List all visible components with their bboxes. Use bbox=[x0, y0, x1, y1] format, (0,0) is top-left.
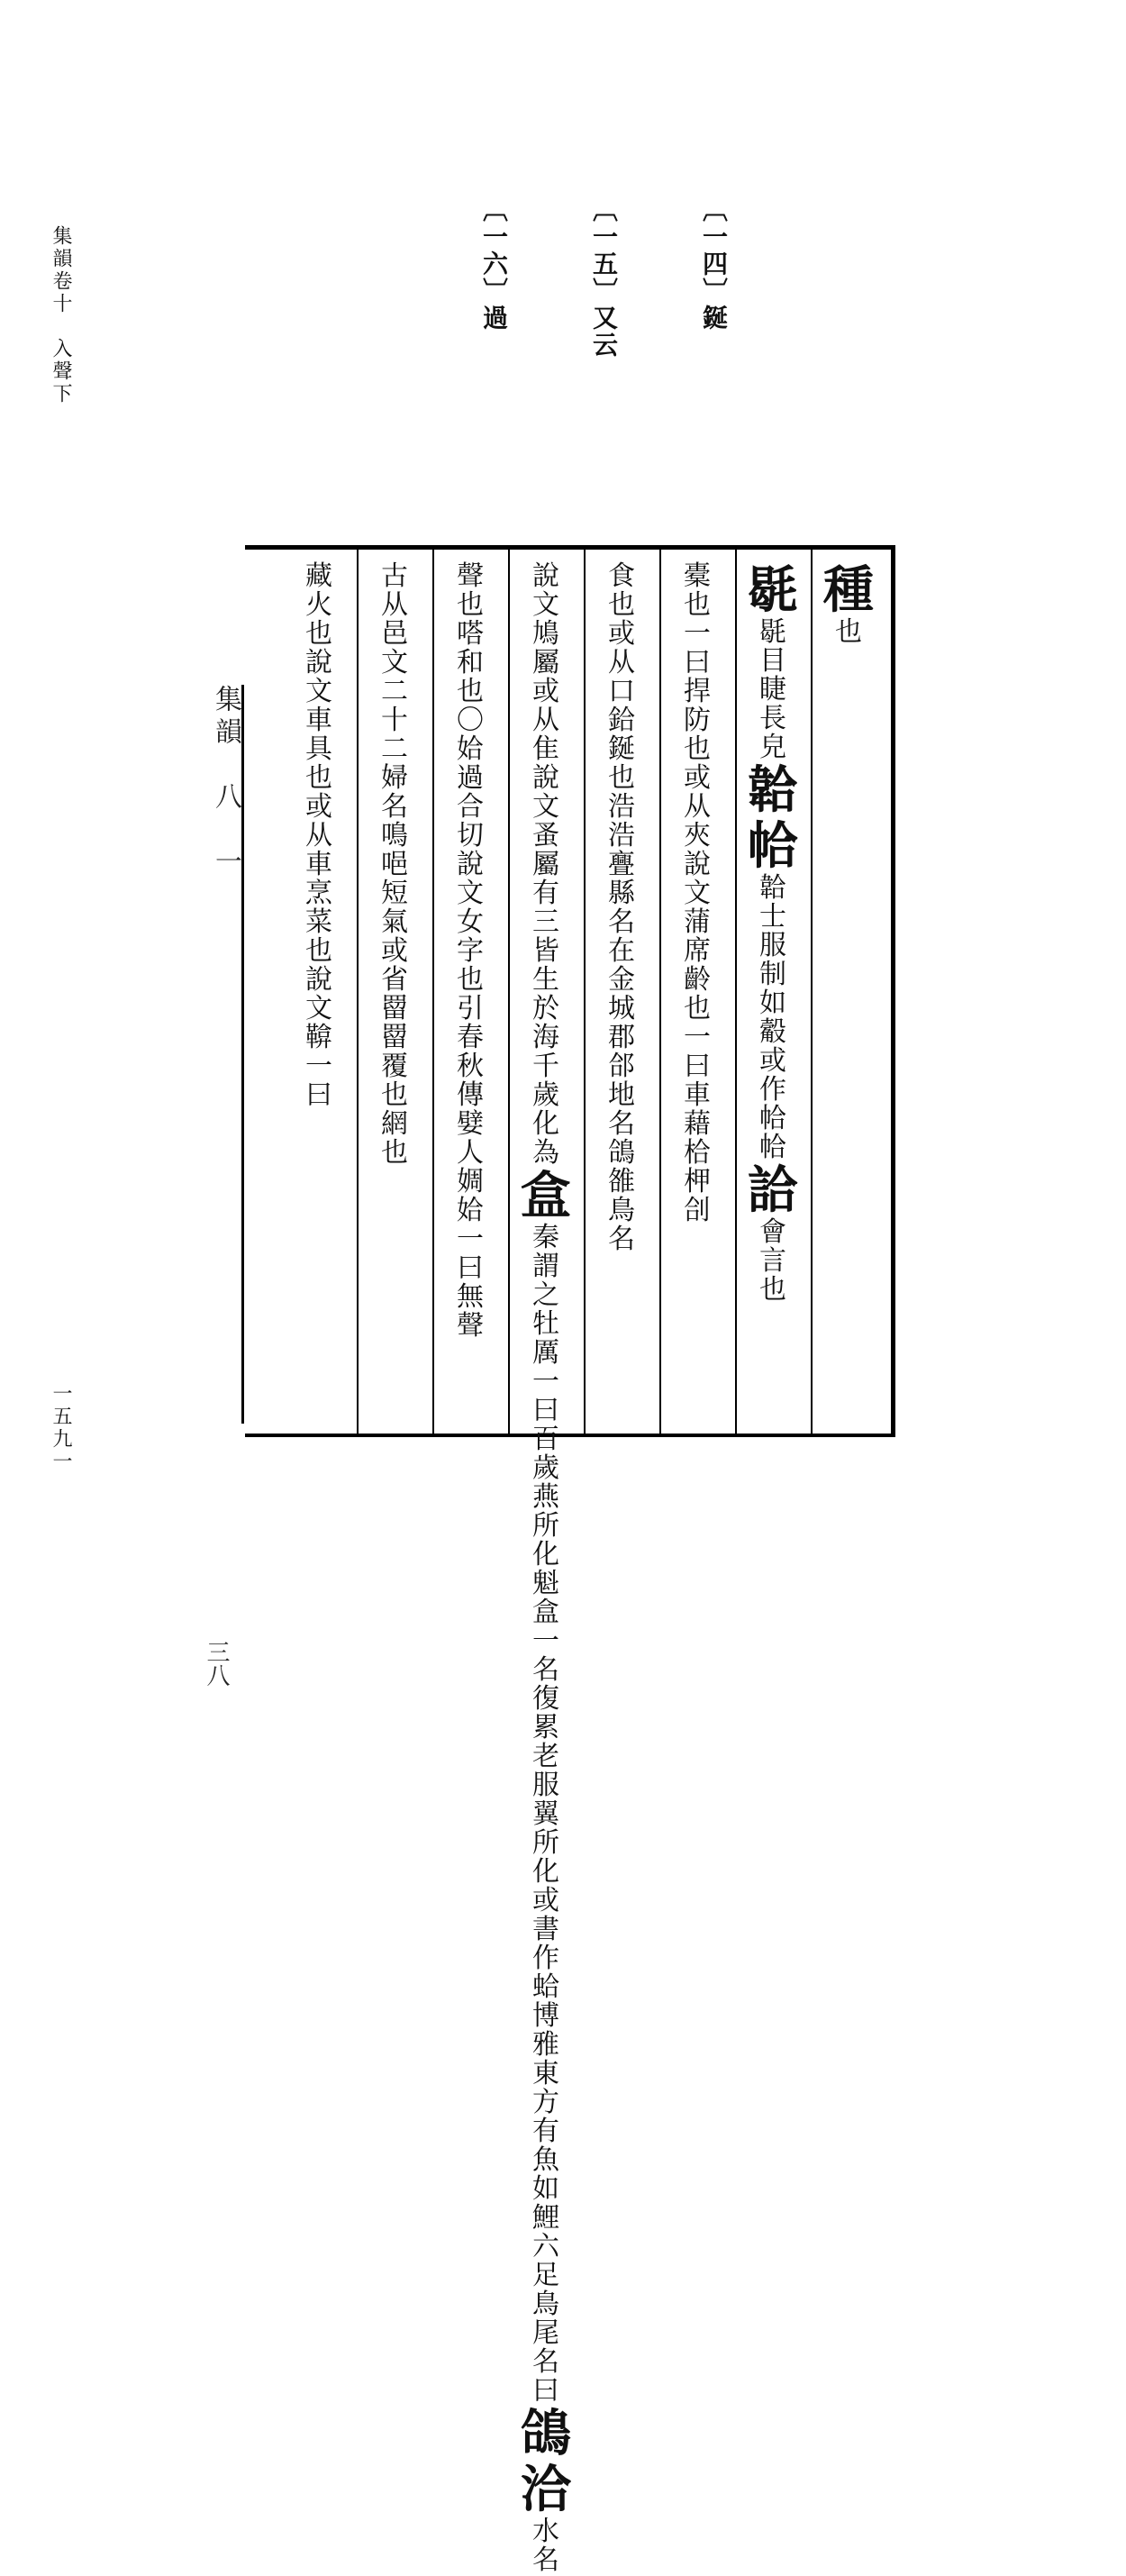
gloss-character: 毼 bbox=[759, 616, 786, 648]
gloss-character: 鳥 bbox=[608, 1195, 635, 1226]
gloss-character: 名 bbox=[532, 2544, 559, 2576]
gloss-character: 燕 bbox=[532, 1481, 559, 1513]
gloss-character: 車 bbox=[684, 1079, 711, 1111]
gloss-character: 从 bbox=[684, 791, 711, 823]
head-character: 韐 bbox=[748, 760, 798, 820]
gloss-character: 秋 bbox=[457, 1051, 484, 1082]
gloss-character: 也 bbox=[457, 964, 484, 996]
gloss-character: 聲 bbox=[457, 560, 484, 592]
head-character: 詥 bbox=[748, 1161, 798, 1220]
text-column bbox=[281, 562, 357, 1110]
gloss-character: 一 bbox=[457, 1224, 484, 1255]
block-edge-label: 集韻 八 一 bbox=[210, 685, 241, 879]
gloss-character: 一 bbox=[532, 1366, 559, 1397]
gloss-character: 化 bbox=[532, 1539, 559, 1570]
gloss-character: 足 bbox=[532, 2260, 559, 2291]
gloss-character: 有 bbox=[532, 2116, 559, 2147]
gloss-character: 會 bbox=[759, 1216, 786, 1248]
gloss-character: 車 bbox=[305, 849, 332, 880]
gloss-character: 作 bbox=[532, 1943, 559, 1974]
gloss-character: 生 bbox=[532, 964, 559, 996]
column-rule bbox=[432, 550, 434, 1434]
gloss-character: 藉 bbox=[684, 1108, 711, 1140]
gloss-character: 切 bbox=[457, 820, 484, 851]
gloss-character: 尾 bbox=[532, 2317, 559, 2349]
gloss-character: 也 bbox=[608, 762, 635, 794]
gloss-character: 方 bbox=[532, 2087, 559, 2118]
gloss-character: 魁 bbox=[532, 1568, 559, 1599]
page-number: 一五九一 bbox=[50, 1383, 72, 1473]
gloss-character: 說 bbox=[457, 849, 484, 880]
gloss-character: 也 bbox=[684, 993, 711, 1024]
gloss-character: 說 bbox=[684, 849, 711, 880]
gloss-character: 菜 bbox=[305, 906, 332, 938]
gloss-character: 網 bbox=[381, 1108, 408, 1140]
gloss-character: 春 bbox=[457, 1022, 484, 1053]
gloss-character: 和 bbox=[457, 647, 484, 678]
gloss-character: 制 bbox=[759, 959, 786, 990]
text-column bbox=[659, 562, 735, 1225]
gloss-character: 也 bbox=[835, 616, 862, 648]
head-character: 種 bbox=[823, 560, 874, 620]
gloss-character: 一 bbox=[305, 1051, 332, 1082]
gloss-character: 服 bbox=[759, 930, 786, 961]
note-16 bbox=[476, 196, 512, 332]
gloss-character: 一 bbox=[532, 1625, 559, 1657]
gloss-character: 文 bbox=[305, 993, 332, 1024]
gloss-character: 有 bbox=[532, 878, 559, 909]
gloss-character: 曰 bbox=[532, 2375, 559, 2407]
gloss-character: 名 bbox=[532, 1654, 559, 1686]
running-head: 集韻卷十 入聲下 bbox=[50, 225, 72, 405]
text-column bbox=[811, 562, 886, 647]
gloss-character: 文 bbox=[532, 791, 559, 823]
gloss-character: 也 bbox=[381, 1079, 408, 1111]
gloss-character: 六 bbox=[532, 2231, 559, 2262]
head-character: 盒 bbox=[521, 1166, 571, 1225]
gloss-character: 柙 bbox=[684, 1166, 711, 1197]
gloss-character: 雒 bbox=[608, 1166, 635, 1197]
gloss-character: 鳥 bbox=[532, 2289, 559, 2320]
gloss-character: 說 bbox=[305, 647, 332, 678]
gloss-character: 嗒 bbox=[457, 618, 484, 650]
gloss-character: 姶 bbox=[457, 733, 484, 765]
gloss-character: 也 bbox=[305, 618, 332, 650]
gloss-character: 蚤 bbox=[532, 820, 559, 851]
gloss-character: 也 bbox=[759, 1274, 786, 1306]
gloss-character: 水 bbox=[532, 2516, 559, 2547]
gloss-character: 覆 bbox=[381, 1051, 408, 1082]
gloss-character: 或 bbox=[305, 791, 332, 823]
gloss-character: 也 bbox=[381, 1137, 408, 1169]
gloss-character: 隹 bbox=[532, 733, 559, 765]
gloss-character: 書 bbox=[532, 1914, 559, 1945]
text-column bbox=[432, 562, 508, 1341]
gloss-character: 曰 bbox=[532, 1395, 559, 1426]
gloss-character: 捍 bbox=[684, 676, 711, 707]
gloss-character: 〇 bbox=[457, 705, 484, 736]
note-text: 又云 bbox=[589, 305, 619, 359]
gloss-character: 也 bbox=[457, 676, 484, 707]
gloss-character: 一 bbox=[684, 1022, 711, 1053]
gloss-character: 屬 bbox=[532, 849, 559, 880]
gloss-character: 名 bbox=[608, 906, 635, 938]
column-rule bbox=[735, 550, 737, 1434]
gloss-character: 士 bbox=[759, 901, 786, 933]
gloss-character: 曰 bbox=[457, 1252, 484, 1284]
note-text: 鋋 bbox=[699, 305, 729, 332]
gloss-character: 浩 bbox=[608, 820, 635, 851]
gloss-character: 鋋 bbox=[608, 733, 635, 765]
gloss-character: 厲 bbox=[532, 1337, 559, 1369]
gloss-character: 也 bbox=[684, 733, 711, 765]
gloss-character: 浩 bbox=[608, 791, 635, 823]
gloss-character: 名 bbox=[381, 791, 408, 823]
gloss-character: 城 bbox=[608, 993, 635, 1024]
gloss-character: 聲 bbox=[457, 1310, 484, 1342]
gloss-character: 金 bbox=[608, 964, 635, 996]
gloss-character: 火 bbox=[305, 589, 332, 621]
gloss-character: 曰 bbox=[305, 1079, 332, 1111]
gloss-character: 帢 bbox=[759, 1132, 786, 1163]
gloss-character: 夾 bbox=[684, 820, 711, 851]
head-character: 鴿 bbox=[521, 2404, 571, 2463]
column-rule bbox=[584, 550, 586, 1434]
gloss-character: 短 bbox=[381, 878, 408, 909]
gloss-character: 縣 bbox=[608, 878, 635, 909]
note-14 bbox=[695, 196, 731, 332]
gloss-character: 女 bbox=[457, 906, 484, 938]
gloss-character: 省 bbox=[381, 964, 408, 996]
gloss-character: 睫 bbox=[759, 674, 786, 705]
gloss-character: 名 bbox=[608, 1108, 635, 1140]
gloss-character: 具 bbox=[305, 733, 332, 765]
gloss-character: 長 bbox=[759, 703, 786, 734]
gloss-character: 郡 bbox=[608, 1022, 635, 1053]
gloss-character: 復 bbox=[532, 1683, 559, 1715]
gloss-character: 曰 bbox=[684, 1051, 711, 1082]
gloss-character: 東 bbox=[532, 2058, 559, 2089]
gloss-character: 从 bbox=[305, 820, 332, 851]
gloss-character: 謂 bbox=[532, 1251, 559, 1282]
gloss-character: 鞥 bbox=[305, 1022, 332, 1053]
note-marker: 〔一四〕 bbox=[699, 196, 729, 305]
gloss-character: 帢 bbox=[759, 1103, 786, 1134]
gloss-character: 百 bbox=[532, 1424, 559, 1455]
gloss-character: 也 bbox=[608, 589, 635, 621]
gloss-character: 所 bbox=[532, 1510, 559, 1542]
gloss-character: 十 bbox=[381, 705, 408, 736]
gloss-character: 老 bbox=[532, 1741, 559, 1772]
gloss-character: 說 bbox=[532, 560, 559, 592]
gloss-character: 鳩 bbox=[532, 618, 559, 650]
gloss-character: 為 bbox=[532, 1137, 559, 1169]
gloss-character: 之 bbox=[532, 1279, 559, 1311]
gloss-character: 罶 bbox=[381, 1022, 408, 1053]
gloss-character: 文 bbox=[684, 878, 711, 909]
gloss-character: 罶 bbox=[381, 993, 408, 1024]
gloss-character: 說 bbox=[532, 762, 559, 794]
text-column bbox=[735, 562, 811, 1305]
gloss-character: 千 bbox=[532, 1051, 559, 1082]
text-column bbox=[357, 562, 432, 1168]
gloss-character: 字 bbox=[457, 935, 484, 967]
gloss-character: 姶 bbox=[457, 1195, 484, 1226]
gloss-character: 也 bbox=[684, 589, 711, 621]
gloss-character: 翼 bbox=[532, 1798, 559, 1830]
head-character: 洽 bbox=[521, 2460, 571, 2519]
gloss-character: 婤 bbox=[457, 1166, 484, 1197]
gloss-character: 食 bbox=[608, 560, 635, 592]
gloss-character: 口 bbox=[608, 676, 635, 707]
gloss-character: 氣 bbox=[381, 906, 408, 938]
gloss-character: 化 bbox=[532, 1856, 559, 1888]
gloss-character: 也 bbox=[305, 935, 332, 967]
gloss-character: 或 bbox=[532, 676, 559, 707]
gloss-character: 在 bbox=[608, 935, 635, 967]
gloss-character: 累 bbox=[532, 1712, 559, 1743]
gloss-character: 蛤 bbox=[532, 1971, 559, 2003]
gloss-character: 一 bbox=[684, 618, 711, 650]
text-block bbox=[203, 545, 895, 2576]
gloss-character: 唈 bbox=[381, 849, 408, 880]
gloss-character: 合 bbox=[457, 791, 484, 823]
gloss-character: 橐 bbox=[684, 560, 711, 592]
gloss-character: 齡 bbox=[684, 964, 711, 996]
gloss-character: 人 bbox=[457, 1137, 484, 1169]
gloss-character: 觳 bbox=[759, 1016, 786, 1048]
gloss-character: 車 bbox=[305, 705, 332, 736]
gloss-character: 歲 bbox=[532, 1452, 559, 1484]
gloss-character: 所 bbox=[532, 1827, 559, 1859]
gloss-character: 从 bbox=[532, 705, 559, 736]
gloss-character: 嬖 bbox=[457, 1108, 484, 1140]
gloss-character: 从 bbox=[381, 589, 408, 621]
gloss-character: 盒 bbox=[532, 1597, 559, 1628]
gloss-character: 鉿 bbox=[608, 705, 635, 736]
gloss-character: 服 bbox=[532, 1770, 559, 1801]
gloss-character: 或 bbox=[608, 618, 635, 650]
gloss-character: 過 bbox=[457, 762, 484, 794]
gloss-character: 邑 bbox=[381, 618, 408, 650]
gloss-character: 烹 bbox=[305, 878, 332, 909]
gloss-character: 也 bbox=[457, 589, 484, 621]
gloss-character: 蒲 bbox=[684, 906, 711, 938]
gloss-character: 屬 bbox=[532, 647, 559, 678]
gloss-character: 如 bbox=[532, 2173, 559, 2205]
column-rule bbox=[508, 550, 510, 1434]
gloss-character: 二 bbox=[381, 676, 408, 707]
gloss-character: 㭘 bbox=[684, 1137, 711, 1169]
gloss-character: 防 bbox=[684, 705, 711, 736]
gloss-character: 或 bbox=[532, 1885, 559, 1916]
gloss-character: 文 bbox=[457, 878, 484, 909]
head-character: 帢 bbox=[748, 816, 798, 876]
gloss-character: 皆 bbox=[532, 935, 559, 967]
column-rule bbox=[659, 550, 661, 1434]
gloss-character: 㓣 bbox=[684, 1195, 711, 1226]
gloss-character: 名 bbox=[608, 1224, 635, 1255]
gloss-character: 席 bbox=[684, 935, 711, 967]
gloss-character: 於 bbox=[532, 993, 559, 1024]
gloss-character: 鴿 bbox=[608, 1137, 635, 1169]
gloss-character: 婦 bbox=[381, 762, 408, 794]
gloss-character: 無 bbox=[457, 1281, 484, 1313]
gloss-character: 博 bbox=[532, 2000, 559, 2032]
gloss-character: 牡 bbox=[532, 1308, 559, 1340]
gloss-character: 三 bbox=[532, 906, 559, 938]
gloss-character: 說 bbox=[305, 964, 332, 996]
gloss-character: 鯉 bbox=[532, 2202, 559, 2234]
column-rule bbox=[811, 550, 813, 1434]
gloss-character: 目 bbox=[759, 645, 786, 677]
gloss-character: 文 bbox=[381, 647, 408, 678]
note-text: 過 bbox=[479, 305, 509, 332]
gloss-character: 歲 bbox=[532, 1079, 559, 1111]
gloss-character: 名 bbox=[532, 2346, 559, 2378]
gloss-character: 引 bbox=[457, 993, 484, 1024]
gloss-character: 言 bbox=[759, 1245, 786, 1277]
gloss-character: 秦 bbox=[532, 1222, 559, 1253]
gloss-character: 海 bbox=[532, 1022, 559, 1053]
gloss-character: 地 bbox=[608, 1079, 635, 1111]
gloss-character: 文 bbox=[532, 589, 559, 621]
gloss-character: 曰 bbox=[684, 647, 711, 678]
head-character: 毼 bbox=[748, 560, 798, 620]
text-column bbox=[508, 562, 584, 2575]
gloss-character: 韐 bbox=[759, 872, 786, 904]
gloss-character: 皃 bbox=[759, 732, 786, 763]
gloss-character: 鳴 bbox=[381, 820, 408, 851]
block-edge-mark: 三八 bbox=[203, 1640, 230, 1687]
gloss-character: 雅 bbox=[532, 2029, 559, 2061]
text-column bbox=[584, 562, 659, 1254]
gloss-character: 也 bbox=[305, 762, 332, 794]
gloss-character: 亹 bbox=[608, 849, 635, 880]
note-15 bbox=[586, 196, 622, 359]
gloss-character: 古 bbox=[381, 560, 408, 592]
gloss-character: 或 bbox=[381, 935, 408, 967]
gloss-character: 如 bbox=[759, 988, 786, 1019]
note-marker: 〔一六〕 bbox=[479, 196, 509, 305]
gloss-character: 化 bbox=[532, 1108, 559, 1140]
gloss-character: 从 bbox=[608, 647, 635, 678]
gloss-character: 或 bbox=[684, 762, 711, 794]
column-rule bbox=[357, 550, 359, 1434]
gloss-character: 或 bbox=[759, 1045, 786, 1077]
gloss-character: 作 bbox=[759, 1074, 786, 1106]
gloss-character: 二 bbox=[381, 733, 408, 765]
gloss-character: 藏 bbox=[305, 560, 332, 592]
note-marker: 〔一五〕 bbox=[589, 196, 619, 305]
gloss-character: 魚 bbox=[532, 2144, 559, 2176]
gloss-character: 文 bbox=[305, 676, 332, 707]
gloss-character: 郃 bbox=[608, 1051, 635, 1082]
gloss-character: 傳 bbox=[457, 1079, 484, 1111]
